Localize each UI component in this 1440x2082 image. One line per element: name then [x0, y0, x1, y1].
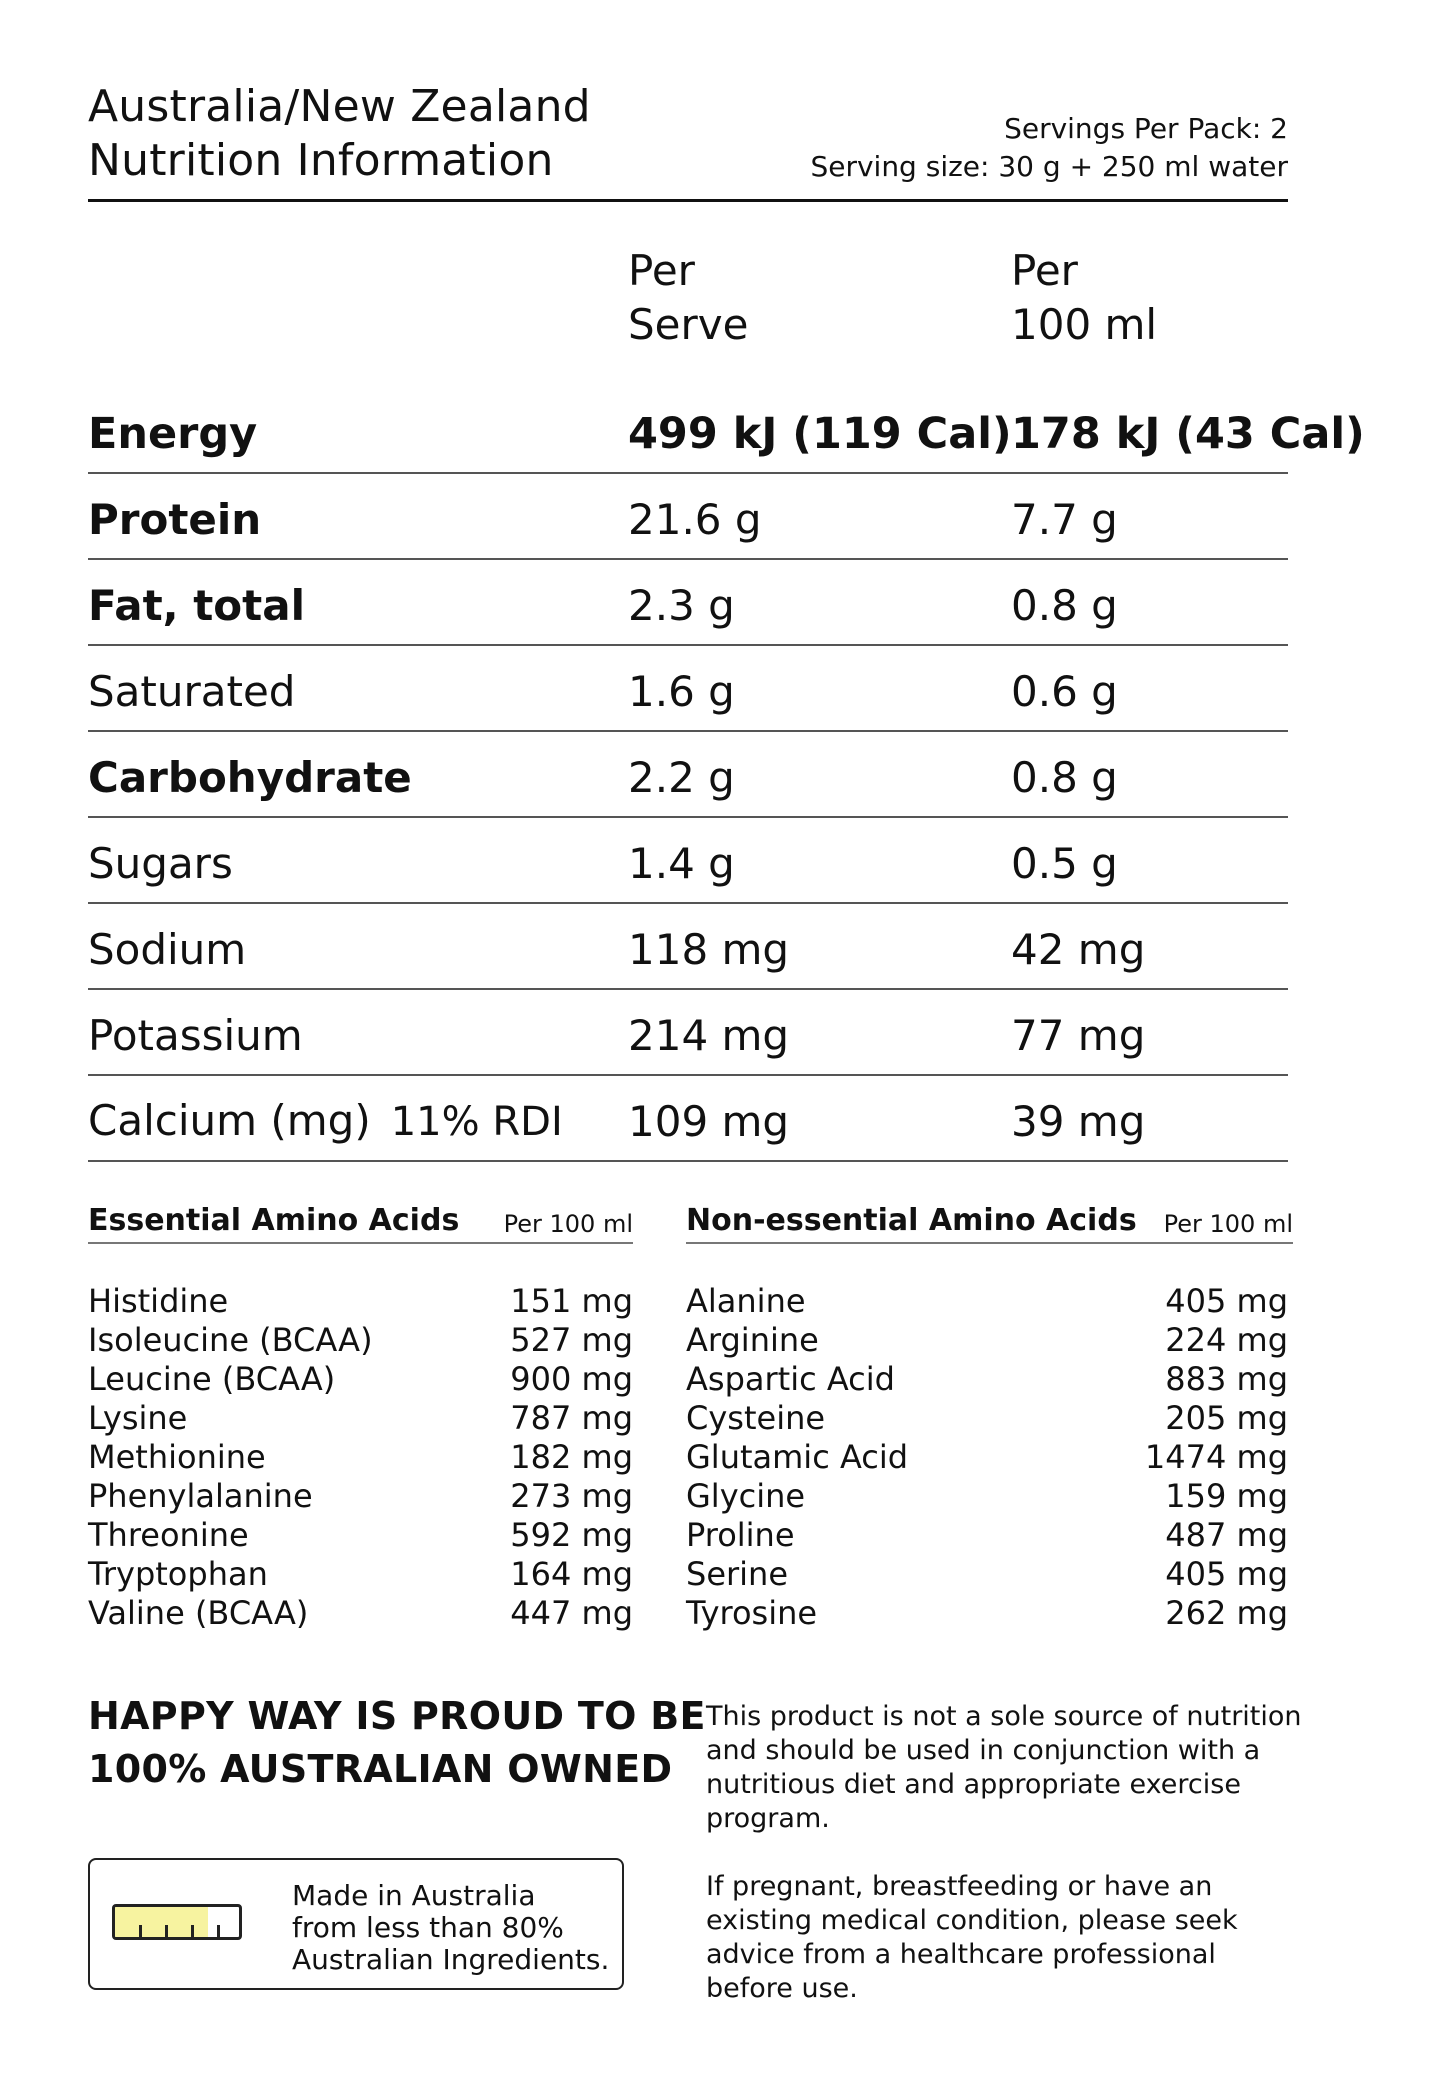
- australian-ingredients-bar-fill: [115, 1907, 208, 1937]
- amino-name: Histidine: [88, 1282, 229, 1320]
- rdi-percent: 11% RDI: [390, 1099, 563, 1145]
- essential-amino-acids-table: [88, 1196, 633, 1633]
- list-item: [686, 1438, 1288, 1477]
- list-item: [686, 1360, 1288, 1399]
- list-item: [88, 1360, 633, 1399]
- australian-owned-statement: [88, 1690, 706, 1796]
- amino-value: 787 mg: [510, 1399, 633, 1437]
- amino-value: 224 mg: [1165, 1321, 1288, 1359]
- nutrient-per-serve: 499 kJ (119 Cal): [628, 409, 1012, 459]
- nutrient-row-energy: [88, 386, 1365, 474]
- amino-name: Valine (BCAA): [88, 1594, 309, 1632]
- nutrient-per-serve: 2.2 g: [628, 753, 735, 802]
- nonessential-amino-list: [686, 1282, 1288, 1633]
- nutrient-row-saturated: [88, 644, 1288, 732]
- list-item: [686, 1555, 1288, 1594]
- made-in-australia-text: [292, 1880, 609, 1976]
- column-header-per-100ml-line-2: 100 ml: [1011, 300, 1158, 349]
- servings-info: [810, 110, 1288, 186]
- nonessential-amino-heading: Non-essential Amino Acids: [686, 1203, 1137, 1238]
- amino-name: Proline: [686, 1516, 795, 1554]
- amino-name: Aspartic Acid: [686, 1360, 895, 1398]
- amino-value: 900 mg: [510, 1360, 633, 1398]
- nutrient-per-serve: 109 mg: [628, 1097, 790, 1146]
- nutrient-name: Saturated: [88, 667, 296, 716]
- label-title: [88, 80, 591, 188]
- amino-name: Tryptophan: [88, 1555, 268, 1593]
- amino-value: 405 mg: [1165, 1282, 1288, 1320]
- nutrient-per-100ml: 178 kJ (43 Cal): [1011, 409, 1365, 459]
- list-item: [686, 1594, 1288, 1633]
- nutrient-row-carbohydrate: [88, 730, 1288, 818]
- amino-name: Isoleucine (BCAA): [88, 1321, 373, 1359]
- bar-tick: [217, 1925, 220, 1937]
- amino-value: 447 mg: [510, 1594, 633, 1632]
- column-header-per-serve-line-1: Per: [628, 246, 695, 295]
- amino-name: Arginine: [686, 1321, 819, 1359]
- australian-ingredients-bar-icon: [112, 1904, 242, 1940]
- nutrient-per-100ml: 0.5 g: [1011, 839, 1118, 888]
- list-item: [88, 1282, 633, 1321]
- nutrient-per-100ml: 77 mg: [1011, 1011, 1146, 1060]
- nonessential-amino-acids-table: [686, 1196, 1293, 1633]
- amino-value: 883 mg: [1165, 1360, 1288, 1398]
- nutrient-name: Sodium: [88, 925, 247, 974]
- bar-tick: [191, 1925, 194, 1937]
- nutrient-row-potassium: [88, 988, 1288, 1076]
- essential-amino-unit: Per 100 ml: [503, 1210, 633, 1238]
- nutrient-per-serve: 1.4 g: [628, 839, 735, 888]
- column-header-per-100ml: [1011, 244, 1157, 352]
- nutrient-name: Fat, total: [88, 581, 305, 630]
- bar-tick: [165, 1925, 168, 1937]
- column-header-per-serve: [628, 244, 748, 352]
- nutrient-name: Protein: [88, 495, 262, 544]
- nonessential-amino-unit: Per 100 ml: [1163, 1210, 1293, 1238]
- amino-name: Lysine: [88, 1399, 188, 1437]
- australian-owned-line-2: 100% AUSTRALIAN OWNED: [88, 1747, 673, 1791]
- nutrient-per-100ml: 39 mg: [1011, 1097, 1146, 1146]
- amino-value: 262 mg: [1165, 1594, 1288, 1632]
- list-item: [88, 1555, 633, 1594]
- list-item: [88, 1594, 633, 1633]
- nutrient-name: Sugars: [88, 839, 233, 888]
- amino-value: 164 mg: [510, 1555, 633, 1593]
- bar-tick: [139, 1925, 142, 1937]
- serving-size: Serving size: 30 g + 250 ml water: [810, 150, 1288, 183]
- nutrient-per-serve: 21.6 g: [628, 495, 762, 544]
- amino-name: Leucine (BCAA): [88, 1360, 336, 1398]
- amino-name: Phenylalanine: [88, 1477, 313, 1515]
- amino-name: Alanine: [686, 1282, 806, 1320]
- essential-amino-list: [88, 1282, 633, 1633]
- disclaimer-paragraph-1: This product is not a sole source of nutrition and should be used in conjunction with a nutritious diet and appropriate exercise program.: [706, 1701, 1302, 1834]
- list-item: [686, 1516, 1288, 1555]
- nutrient-name: Calcium (mg): [88, 1096, 371, 1145]
- nutrient-row-protein: [88, 472, 1288, 560]
- column-header-per-100ml-line-1: Per: [1011, 246, 1078, 295]
- amino-value: 205 mg: [1165, 1399, 1288, 1437]
- disclaimer-text: [706, 1700, 1306, 2040]
- amino-value: 151 mg: [510, 1282, 633, 1320]
- nonessential-amino-header: [686, 1196, 1293, 1244]
- nutrient-row-sugars: [88, 816, 1288, 904]
- amino-name: Methionine: [88, 1438, 266, 1476]
- amino-name: Glycine: [686, 1477, 806, 1515]
- nutrient-per-100ml: 0.8 g: [1011, 753, 1118, 802]
- amino-value: 592 mg: [510, 1516, 633, 1554]
- list-item: [88, 1477, 633, 1516]
- made-in-line-2: from less than 80%: [292, 1911, 564, 1944]
- list-item: [88, 1399, 633, 1438]
- nutrient-per-100ml: 0.8 g: [1011, 581, 1118, 630]
- nutrient-name-with-rdi: [88, 1093, 563, 1150]
- disclaimer-paragraph-2: If pregnant, breastfeeding or have an existing medical condition, please seek advice from a healthcare professional before use.: [706, 1871, 1238, 2004]
- amino-name: Cysteine: [686, 1399, 826, 1437]
- nutrient-row-calcium: [88, 1074, 1288, 1162]
- made-in-line-3: Australian Ingredients.: [292, 1943, 610, 1976]
- nutrient-name: Carbohydrate: [88, 753, 412, 802]
- essential-amino-heading: Essential Amino Acids: [88, 1203, 460, 1238]
- list-item: [88, 1438, 633, 1477]
- essential-amino-header: [88, 1196, 633, 1244]
- amino-value: 182 mg: [510, 1438, 633, 1476]
- nutrient-per-serve: 1.6 g: [628, 667, 735, 716]
- nutrient-row-sodium: [88, 902, 1288, 990]
- nutrient-per-serve: 2.3 g: [628, 581, 735, 630]
- amino-value: 273 mg: [510, 1477, 633, 1515]
- nutrient-per-100ml: 7.7 g: [1011, 495, 1118, 544]
- nutrient-per-100ml: 0.6 g: [1011, 667, 1118, 716]
- nutrient-per-100ml: 42 mg: [1011, 925, 1146, 974]
- title-line-1: Australia/New Zealand: [88, 81, 591, 132]
- amino-value: 527 mg: [510, 1321, 633, 1359]
- made-in-line-1: Made in Australia: [292, 1879, 536, 1912]
- nutrient-per-serve: 214 mg: [628, 1011, 790, 1060]
- nutrient-per-serve: 118 mg: [628, 925, 790, 974]
- list-item: [88, 1321, 633, 1360]
- list-item: [686, 1399, 1288, 1438]
- nutrient-row-fat-total: [88, 558, 1288, 646]
- list-item: [686, 1321, 1288, 1360]
- australian-owned-line-1: HAPPY WAY IS PROUD TO BE: [88, 1694, 706, 1738]
- amino-value: 487 mg: [1165, 1516, 1288, 1554]
- list-item: [686, 1282, 1288, 1321]
- made-in-australia-box: [88, 1858, 624, 1990]
- nutrient-name: Potassium: [88, 1011, 303, 1060]
- header-rule: [88, 199, 1288, 202]
- amino-value: 1474 mg: [1144, 1438, 1288, 1476]
- nutrient-name: Energy: [88, 409, 258, 459]
- amino-value: 405 mg: [1165, 1555, 1288, 1593]
- amino-name: Tyrosine: [686, 1594, 818, 1632]
- amino-value: 159 mg: [1165, 1477, 1288, 1515]
- amino-name: Glutamic Acid: [686, 1438, 909, 1476]
- list-item: [88, 1516, 633, 1555]
- amino-name: Serine: [686, 1555, 789, 1593]
- servings-per-pack: Servings Per Pack: 2: [1004, 112, 1288, 145]
- title-line-2: Nutrition Information: [88, 135, 554, 186]
- column-header-per-serve-line-2: Serve: [628, 300, 749, 349]
- list-item: [686, 1477, 1288, 1516]
- amino-name: Threonine: [88, 1516, 249, 1554]
